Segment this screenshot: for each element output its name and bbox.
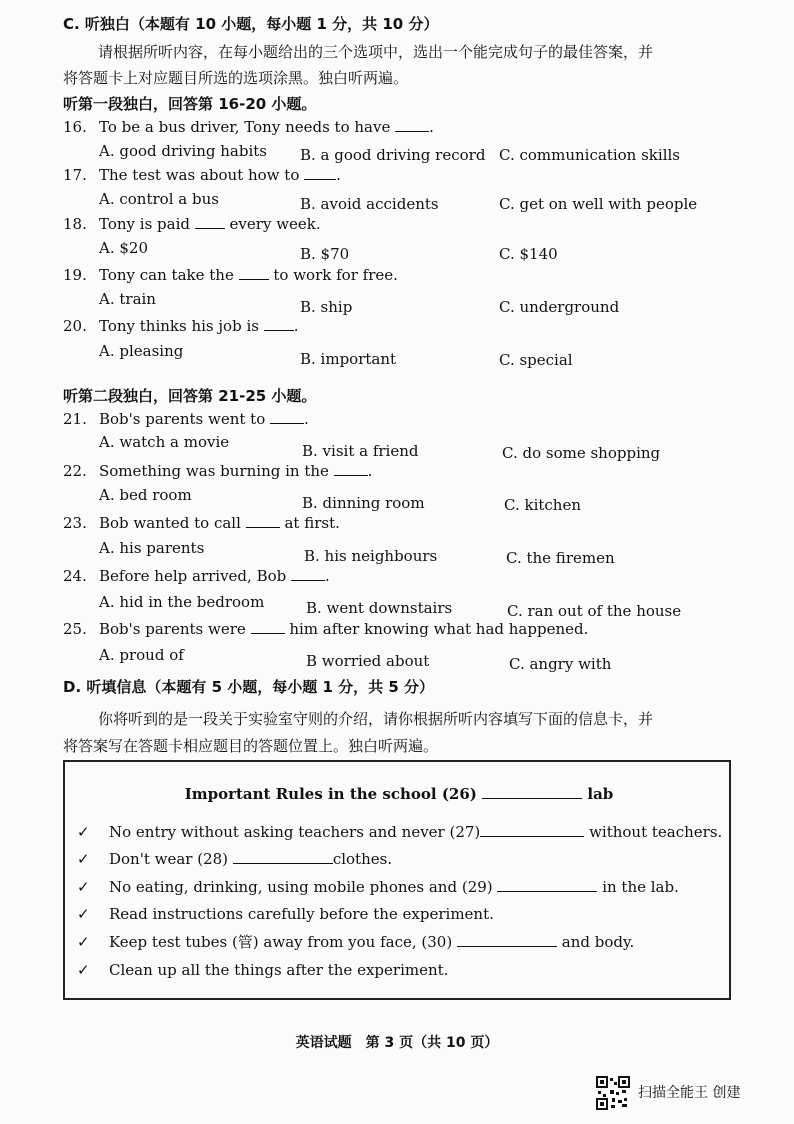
option-a: A. hid in the bedroom: [99, 593, 265, 611]
section-d-instruction-1: 你将听到的是一段关于实验室守则的介绍，请你根据所听内容填写下面的信息卡，并: [98, 710, 654, 728]
page-footer: 英语试题 第 3 页（共 10 页）: [295, 1035, 499, 1051]
part-1-heading: 听第一段独白，回答第 16-20 小题。: [63, 95, 317, 113]
question-number: 16.: [63, 118, 87, 136]
question-number: 19.: [63, 266, 87, 284]
question-stem: To be a bus driver, Tony needs to have .: [99, 118, 434, 136]
check-icon: ✓: [77, 878, 90, 896]
option-b: B. his neighbours: [304, 547, 438, 565]
option-b: B. $70: [300, 245, 350, 263]
question-number: 23.: [63, 514, 87, 532]
qr-code-icon: [596, 1076, 630, 1110]
option-c: C. kitchen: [504, 496, 581, 514]
question-stem: Bob's parents went to .: [99, 410, 309, 428]
question-stem: Something was burning in the .: [99, 462, 373, 480]
check-icon: ✓: [77, 933, 90, 951]
question-stem: Tony can take the to work for free.: [99, 266, 398, 284]
option-c: C. the firemen: [506, 549, 615, 567]
section-d-instruction-2: 将答案写在答题卡相应题目的答题位置上。独白听两遍。: [63, 737, 439, 755]
option-b: B worried about: [306, 652, 430, 670]
rule-29: ✓ No eating, drinking, using mobile phones and (29) in the lab.: [77, 878, 679, 896]
option-c: C. special: [499, 351, 573, 369]
question-number: 20.: [63, 317, 87, 335]
rule-27: ✓ No entry without asking teachers and never (27) without teachers.: [77, 823, 723, 841]
scanner-watermark: [596, 1076, 740, 1110]
option-c: C. ran out of the house: [507, 602, 682, 620]
question-stem: Tony thinks his job is .: [99, 317, 299, 335]
option-b: B. avoid accidents: [300, 195, 439, 213]
question-number: 21.: [63, 410, 87, 428]
option-a: A. $20: [99, 239, 148, 257]
question-stem: The test was about how to .: [99, 166, 341, 184]
option-c: C. angry with: [509, 655, 612, 673]
section-c-instruction-2: 将答题卡上对应题目所选的选项涂黑。独白听两遍。: [63, 69, 409, 87]
info-card: [63, 760, 731, 1000]
option-c: C. do some shopping: [502, 444, 661, 462]
option-c: C. get on well with people: [499, 195, 698, 213]
option-b: B. a good driving record: [300, 146, 486, 164]
watermark-text: 扫描全能王 创建: [638, 1085, 741, 1101]
option-b: B. went downstairs: [306, 599, 453, 617]
rule-30: ✓ Keep test tubes (管) away from you face, (30) and body.: [77, 933, 635, 951]
rule-28: ✓ Don't wear (28) clothes.: [77, 850, 393, 868]
option-a: A. proud of: [99, 646, 184, 664]
question-stem: Bob wanted to call at first.: [99, 514, 340, 532]
question-number: 25.: [63, 620, 87, 638]
option-a: A. good driving habits: [99, 142, 268, 160]
question-number: 24.: [63, 567, 87, 585]
option-c: C. underground: [499, 298, 620, 316]
option-a: A. control a bus: [99, 190, 219, 208]
question-stem: Before help arrived, Bob .: [99, 567, 330, 585]
option-a: A. bed room: [99, 486, 192, 504]
option-b: B. visit a friend: [302, 442, 419, 460]
question-number: 22.: [63, 462, 87, 480]
section-d-title: D. 听填信息（本题有 5 小题，每小题 1 分，共 5 分）: [63, 678, 435, 696]
check-icon: ✓: [77, 905, 90, 923]
question-stem: Tony is paid every week.: [99, 215, 321, 233]
question-number: 17.: [63, 166, 87, 184]
section-c-title: C. 听独白（本题有 10 小题，每小题 1 分，共 10 分）: [63, 15, 439, 33]
check-icon: ✓: [77, 823, 90, 841]
option-a: A. his parents: [99, 539, 205, 557]
rule-clean-up: ✓ Clean up all the things after the experiment.: [77, 961, 449, 979]
option-b: B. ship: [300, 298, 353, 316]
part-2-heading: 听第二段独白，回答第 21-25 小题。: [63, 387, 317, 405]
info-card-title: Important Rules in the school (26) lab: [184, 785, 614, 803]
option-a: A. pleasing: [99, 342, 184, 360]
section-c-instruction-1: 请根据所听内容，在每小题给出的三个选项中，选出一个能完成句子的最佳答案，并: [98, 43, 654, 61]
question-number: 18.: [63, 215, 87, 233]
option-a: A. train: [99, 290, 156, 308]
option-c: C. communication skills: [499, 146, 680, 164]
option-b: B. important: [300, 350, 397, 368]
question-stem: Bob's parents were him after knowing what had happened.: [99, 620, 589, 638]
option-b: B. dinning room: [302, 494, 425, 512]
option-c: C. $140: [499, 245, 558, 263]
rule-read-instructions: ✓ Read instructions carefully before the experiment.: [77, 905, 494, 923]
option-a: A. watch a movie: [99, 433, 230, 451]
check-icon: ✓: [77, 961, 90, 979]
check-icon: ✓: [77, 850, 90, 868]
